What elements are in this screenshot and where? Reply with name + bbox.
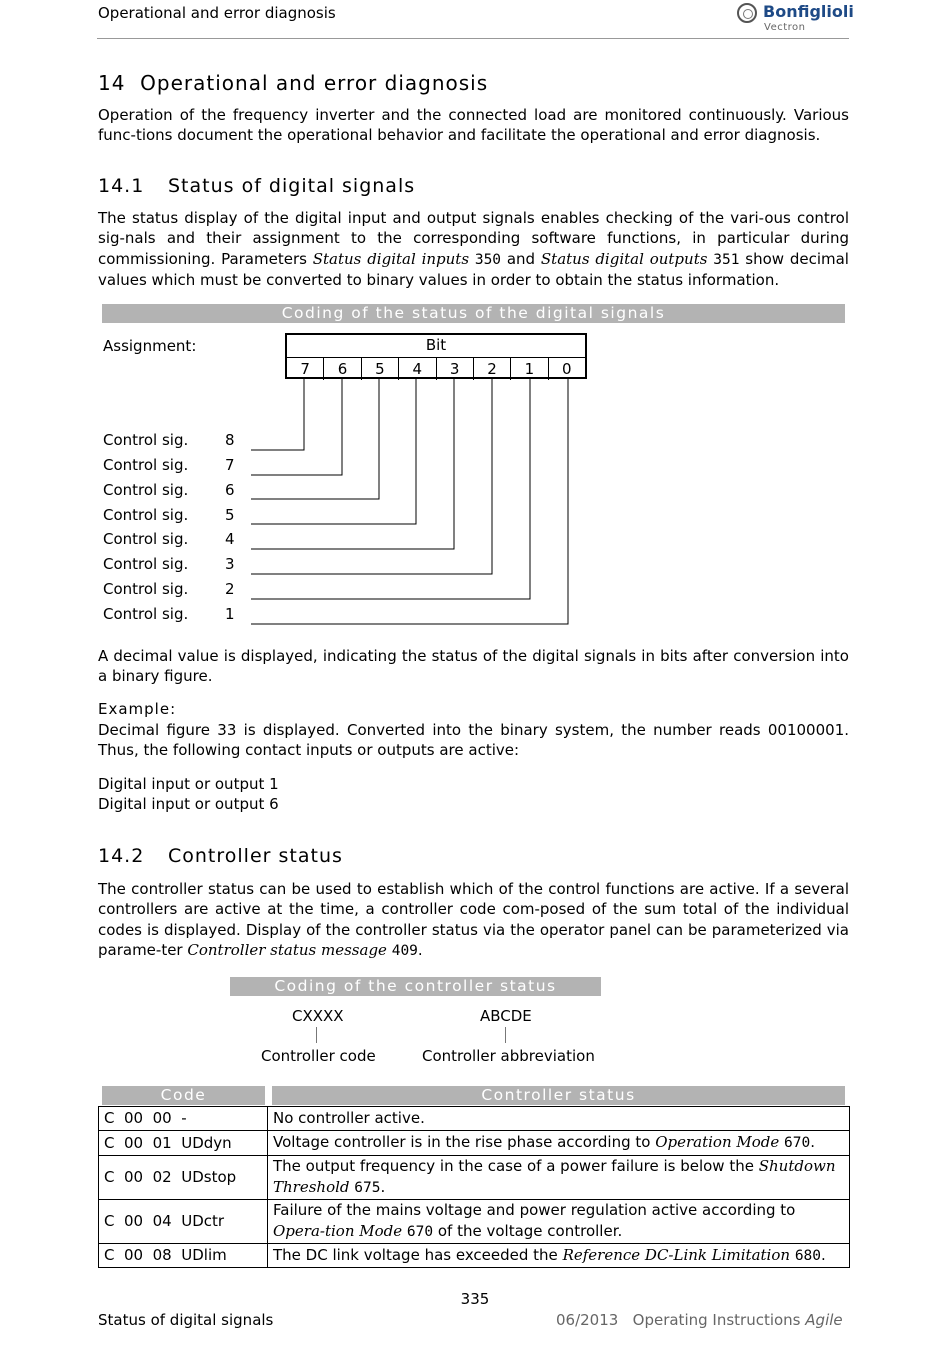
text-run: of the voltage controller.	[433, 1222, 623, 1240]
status-cell	[268, 1107, 850, 1131]
footer-section: Status of digital signals	[98, 1311, 274, 1329]
status-cell	[268, 1156, 850, 1200]
footer-doc-info	[556, 1311, 843, 1329]
bit-line	[251, 379, 568, 624]
section-title: Status of digital signals	[168, 175, 416, 197]
control-signal-number: 2	[225, 580, 235, 598]
control-signal-number: 5	[225, 506, 235, 524]
table-row	[99, 1200, 850, 1244]
control-signal-label: Control sig.	[103, 555, 189, 573]
control-signal-row	[103, 555, 235, 573]
conversion-paragraph: A decimal value is displayed, indicating the status of the digital signals in bits after conversion into a binary figure.	[98, 647, 849, 686]
param-number: 670	[406, 1224, 434, 1240]
control-signal-label: Control sig.	[103, 580, 189, 598]
code-cell: C 00 08 UDlim	[99, 1244, 268, 1268]
table-row	[99, 1107, 850, 1131]
control-signal-label: Control sig.	[103, 506, 189, 524]
bit-cell: 3	[436, 358, 473, 380]
text-run: The status display of the digital input and output signals enables checking of the vari-ous control sig-nals and their assignment to the corresponding software functions, in particular during commissioning. Parameters	[98, 209, 849, 268]
bit-cell: 2	[473, 358, 510, 380]
control-signal-row	[103, 580, 235, 598]
code-cell: C 00 02 UDstop	[99, 1156, 268, 1200]
control-signal-number: 1	[225, 605, 235, 623]
bit-line	[251, 379, 342, 475]
running-header-title: Operational and error diagnosis	[98, 4, 336, 22]
param-number: 350	[474, 251, 502, 268]
bit-line	[251, 379, 304, 450]
text-run: and	[501, 249, 541, 268]
code-cell: C 00 04 UDctr	[99, 1200, 268, 1244]
text-run: No controller active.	[273, 1109, 425, 1127]
param-name: Status digital inputs	[312, 249, 470, 268]
active-signal-2: Digital input or output 6	[98, 795, 279, 813]
coding-controller-status-bar: Coding of the controller status	[230, 977, 601, 996]
table-row	[99, 1156, 850, 1200]
bit-cell: 0	[548, 358, 585, 380]
section-14-2-paragraph	[98, 879, 849, 961]
brand-logo-sub: Vectron	[764, 22, 806, 33]
control-signal-row	[103, 506, 235, 524]
status-cell	[268, 1200, 850, 1244]
coding-digital-signals-bar: Coding of the status of the digital signals	[102, 304, 845, 323]
section-number: 14.1	[98, 175, 145, 197]
param-number: 680	[794, 1247, 822, 1264]
section-title: Operational and error diagnosis	[140, 71, 489, 95]
code-cell: C 00 01 UDdyn	[99, 1131, 268, 1156]
control-signal-row	[103, 456, 235, 474]
param-number: 409	[391, 942, 418, 959]
bit-line	[251, 379, 416, 524]
active-signal-1: Digital input or output 1	[98, 775, 279, 793]
param-name: Shutdown Threshold	[273, 1157, 836, 1196]
abbreviation-format: ABCDE	[480, 1007, 532, 1025]
text-run: The DC link voltage has exceeded the	[273, 1245, 563, 1264]
text-run: Voltage controller is in the rise phase according to	[273, 1133, 656, 1151]
assignment-label: Assignment:	[103, 337, 197, 355]
bit-line	[251, 379, 492, 574]
control-signal-row	[103, 530, 235, 548]
footer-doc: Operating Instructions	[632, 1311, 801, 1329]
control-signal-number: 4	[225, 530, 235, 548]
text-run: .	[810, 1133, 816, 1151]
footer-date: 06/2013	[556, 1311, 619, 1329]
example-label: Example:	[98, 700, 177, 718]
control-signal-number: 3	[225, 555, 235, 573]
table-header-status: Controller status	[272, 1086, 845, 1105]
code-cell: C 00 00 -	[99, 1107, 268, 1131]
bit-line	[251, 379, 379, 499]
brand-logo-name: Bonfiglioli	[763, 2, 854, 21]
text-run: show decimal values which must be converted to binary values in order to obtain the status information.	[98, 249, 849, 289]
control-signal-label: Control sig.	[103, 431, 189, 449]
bit-line	[251, 379, 530, 599]
control-signal-label: Control sig.	[103, 605, 189, 623]
abbreviation-connector	[505, 1027, 506, 1043]
code-format: CXXXX	[292, 1007, 344, 1025]
table-row	[99, 1244, 850, 1268]
control-signal-number: 6	[225, 481, 235, 499]
page-number: 335	[460, 1290, 490, 1308]
table-row	[99, 1131, 850, 1156]
section-14-2-heading	[98, 845, 343, 867]
text-run: Failure of the mains voltage and power regulation active according to	[273, 1201, 796, 1219]
bit-cell: 6	[323, 358, 360, 380]
bit-label: Bit	[425, 336, 447, 354]
control-signal-row	[103, 431, 235, 449]
param-name: Operation Mode	[655, 1133, 780, 1151]
bit-cell: 5	[361, 358, 398, 380]
section-14-intro: Operation of the frequency inverter and the connected load are monitored continuously. Various func-tions document the operational behavior and facilitate the operational and error diagnosis.	[98, 106, 849, 145]
param-name: Controller status message	[187, 940, 387, 959]
param-name: Reference DC-Link Limitation	[562, 1245, 791, 1264]
text-run: .	[417, 940, 423, 959]
param-name: Status digital outputs	[540, 249, 708, 268]
bit-cell: 4	[398, 358, 435, 380]
text-run: .	[380, 1178, 386, 1196]
control-signal-label: Control sig.	[103, 481, 189, 499]
table-header-code: Code	[102, 1086, 265, 1105]
section-title: Controller status	[168, 845, 343, 867]
example-paragraph: Decimal figure 33 is displayed. Converted into the binary system, the number reads 00100001. Thus, the following contact inputs or outputs are active:	[98, 721, 849, 760]
control-signal-number: 8	[225, 431, 235, 449]
bit-cell: 1	[510, 358, 547, 380]
control-signal-label: Control sig.	[103, 456, 189, 474]
param-number: 675	[354, 1180, 381, 1196]
bit-cell: 7	[300, 360, 310, 378]
control-signal-number: 7	[225, 456, 235, 474]
section-number: 14.2	[98, 845, 145, 867]
code-caption: Controller code	[261, 1047, 376, 1065]
text-run: The output frequency in the case of a power failure is below the	[273, 1157, 759, 1175]
param-number: 670	[784, 1135, 811, 1151]
control-signal-label: Control sig.	[103, 530, 189, 548]
control-signal-row	[103, 605, 235, 623]
footer-product: Agile	[805, 1311, 843, 1329]
control-signal-row	[103, 481, 235, 499]
controller-status-table	[98, 1106, 850, 1268]
status-cell	[268, 1244, 850, 1268]
text-run: The controller status can be used to establish which of the control functions are active. If a several controllers are active at the time, a controller code com-posed of the sum total of the individual codes is displayed. Display of the controller status via the operator panel can be parameterized via parame-ter	[98, 880, 849, 959]
status-cell	[268, 1131, 850, 1156]
param-name: Opera-tion Mode	[273, 1222, 403, 1240]
text-run: .	[821, 1245, 826, 1264]
param-number: 351	[713, 251, 740, 268]
section-number: 14	[98, 71, 126, 95]
code-connector	[316, 1027, 317, 1043]
abbreviation-caption: Controller abbreviation	[422, 1047, 595, 1065]
